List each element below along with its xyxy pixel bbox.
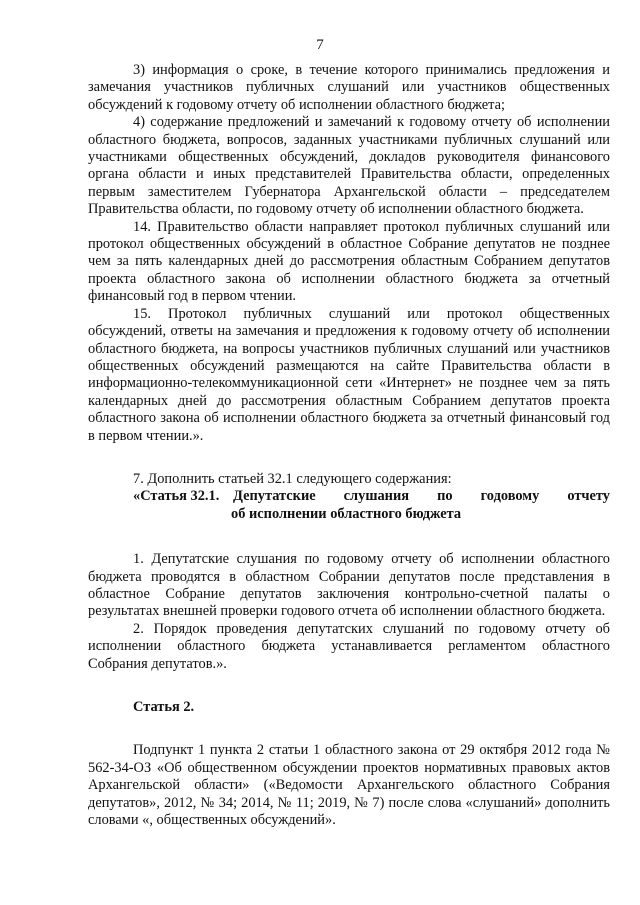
article-2-heading: Статья 2. [133,699,195,715]
paragraph-15: 15. Протокол публичных слушаний или протокол общественных обсуждений, ответы на замечания и предложения к годовому отчету об исполнении областного бюджета, на вопросы участников публичных слушаний или участников общественных обсуждений размещаются на сайте Правительства области в информационно-телекоммуникационной сети «Интернет» не позднее чем за пять календарных дней до рассмотрения областным Собранием депутатов проекта областного закона об исполнении областного бюджета за отчетный финансовый год в первом чтении.». [88,305,610,444]
article-32-1-paragraph-1: 1. Депутатские слушания по годовому отчету об исполнении областного бюджета проводятся в областном Собрании депутатов после представления в областное Собрание депутатов заключения контрольно-счетной палаты о результатах внешней проверки годового отчета об исполнении областного бюджета. [88,551,610,620]
article-32-1-number: «Статья 32.1. [133,488,220,505]
paragraph-item-3: 3) информация о сроке, в течение которого принимались предложения и замечания участников публичных слушаний или участников общественных обсуждений к годовому отчету об исполнении областного бюджета; [88,62,610,113]
article-2-text: Подпункт 1 пункта 2 статьи 1 областного закона от 29 октября 2012 года № 562-34-ОЗ «Об общественном обсуждении проектов нормативных правовых актов Архангельской области» («Ведомости Архангельского областного Собрания депутатов», 2012, № 34; 2014, № 11; 2019, № 7) после слова «слушаний» дополнить словами «, общественных обсуждений». [88,742,610,829]
item-7-intro: 7. Дополнить статьей 32.1 следующего содержания: [133,470,452,487]
page-number: 7 [316,37,324,53]
document-body [88,62,610,829]
article-32-1-title-line1: Депутатские слушания по годовому отчету [233,488,610,505]
paragraph-14: 14. Правительство области направляет протокол публичных слушаний или протокол общественных обсуждений в областное Собрание депутатов не позднее чем за пять календарных дней до рассмотрения областным Собранием депутатов проекта областного закона об исполнении областного бюджета за отчетный финансовый год в первом чтении. [88,218,610,305]
article-32-1-title-line2: об исполнении областного бюджета [231,505,462,522]
paragraph-item-4: 4) содержание предложений и замечаний к годовому отчету об исполнении областного бюджета, вопросов, заданных участниками публичных слушаний или участниками общественных обсуждений, докладов руководителя финансового органа области и иных представителей Правительства области, определенных первым заместителем Губернатора Архангельской области – председателем Правительства области, по годовому отчету об исполнении областного бюджета. [88,114,610,218]
article-32-1-paragraph-2: 2. Порядок проведения депутатских слушаний по годовому отчету об исполнении областного бюджета устанавливается регламентом областного Собрания депутатов.». [88,620,610,672]
article-32-1-heading [88,488,610,505]
